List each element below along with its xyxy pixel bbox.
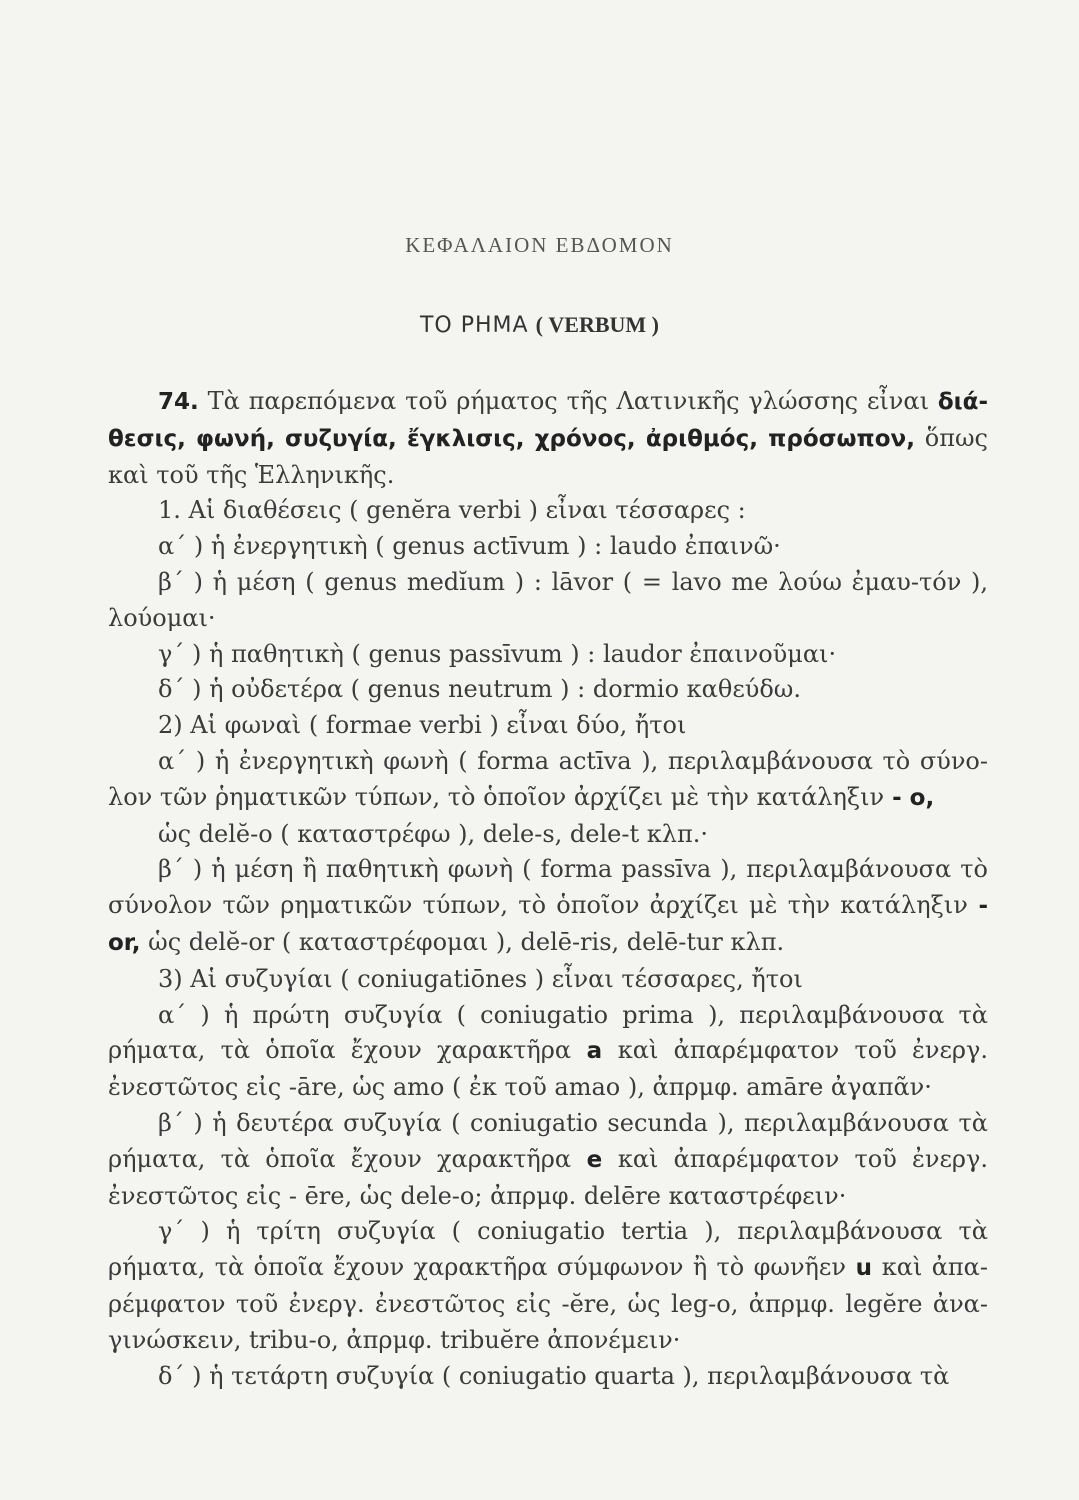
paragraph: α΄ ) ἡ ἐνεργητικὴ ( genus actīvum ) : laudo ἐπαινῶ· (158, 532, 781, 561)
paragraph-74: 74. Τὰ παρεπόμενα τοῦ ρήματος τῆς Λατινικῆς γλώσσης εἶναι διά-θεσις, φωνή, συζυγία, ἔγκλισις, χρόνος, ἀριθμός, πρόσωπον, ὅπως καὶ τοῦ τῆς Ἑλληνικῆς. (108, 387, 988, 489)
paragraph: 2) Αἱ φωναὶ ( formae verbi ) εἶναι δύο, ἤτοι (158, 711, 687, 740)
paragraph: β΄ ) ἡ δευτέρα συζυγία ( coniugatio secunda ), περιλαμβάνουσα τὰ ρήματα, τὰ ὁποῖα ἔχουν χαρακτῆρα e καὶ ἀπαρέμφατον τοῦ ἐνεργ. ἐνεστῶτος εἰς - ēre, ὡς dele-o; ἀπρμφ. delēre καταστρέφειν· (108, 1108, 988, 1210)
paragraph: 1. Αἱ διαθέσεις ( genĕra verbi ) εἶναι τέσσαρες : (158, 496, 746, 525)
paragraph: γ΄ ) ἡ παθητικὴ ( genus passīvum ) : laudor ἐπαινοῦμαι· (158, 639, 837, 668)
paragraph: 3) Αἱ συζυγίαι ( coniugatiōnes ) εἶναι τέσσαρες, ἤτοι (158, 964, 803, 993)
paragraph: ὡς delĕ-o ( καταστρέφω ), dele-s, dele-t κλπ.· (158, 819, 708, 848)
paragraph: α΄ ) ἡ ἐνεργητικὴ φωνὴ ( forma actīva ), περιλαμβάνουσα τὸ σύνο-λον τῶν ῥηματικῶν τύπων, τὸ ὁποῖον ἀρχίζει μὲ τὴν κατάληξιν - o, (108, 746, 988, 811)
paragraph: δ΄ ) ἡ οὐδετέρα ( genus neutrum ) : dormio καθεύδω. (158, 675, 801, 704)
body-text (108, 384, 988, 1394)
chapter-heading: ΚΕΦΑΛΑΙΟΝ ΕΒΔΟΜΟΝ (405, 233, 674, 257)
paragraph: β΄ ) ἡ μέση ( genus medĭum ) : lāvor ( = lavo me λούω ἐμαυ-τόν ), λούομαι· (108, 567, 988, 632)
section-title (0, 312, 1079, 338)
paragraph: β΄ ) ἡ μέση ἢ παθητικὴ φωνὴ ( forma passīva ), περιλαμβάνουσα τὸ σύνολον τῶν ρηματικῶν τύπων, τὸ ὁποῖον ἀρχίζει μὲ τὴν κατάληξιν - or, ὡς delĕ-or ( καταστρέφομαι ), delē-ris, delē-tur κλπ. (108, 855, 988, 956)
paragraph: α΄ ) ἡ πρώτη συζυγία ( coniugatio prima ), περιλαμβάνουσα τὰ ρήματα, τὰ ὁποῖα ἔχουν χαρακτῆρα a καὶ ἀπαρέμφατον τοῦ ἐνεργ. ἐνεστῶτος εἰς -āre, ὡς amo ( ἐκ τοῦ amao ), ἀπρμφ. amāre ἀγαπᾶν· (108, 1000, 988, 1102)
section-title-latin: ( VERBUM ) (535, 312, 660, 337)
section-title-greek: ΤΟ ΡΗΜΑ (419, 313, 529, 338)
paragraph: γ΄ ) ἡ τρίτη συζυγία ( coniugatio tertia ), περιλαμβάνουσα τὰ ρήματα, τὰ ὁποῖα ἔχουν χαρακτῆρα σύμφωνον ἢ τὸ φωνῆεν u καὶ ἀπα-ρέμφατον τοῦ ἐνεργ. ἐνεστῶτος εἰς -ĕre, ὡς leg-o, ἀπρμφ. legĕre ἀνα-γινώσκειν, tribu-o, ἀπρμφ. tribuĕre ἀπονέμειν· (108, 1217, 988, 1354)
paragraph: δ΄ ) ἡ τετάρτη συζυγία ( coniugatio quarta ), περιλαμβάνουσα τὰ (158, 1361, 950, 1390)
